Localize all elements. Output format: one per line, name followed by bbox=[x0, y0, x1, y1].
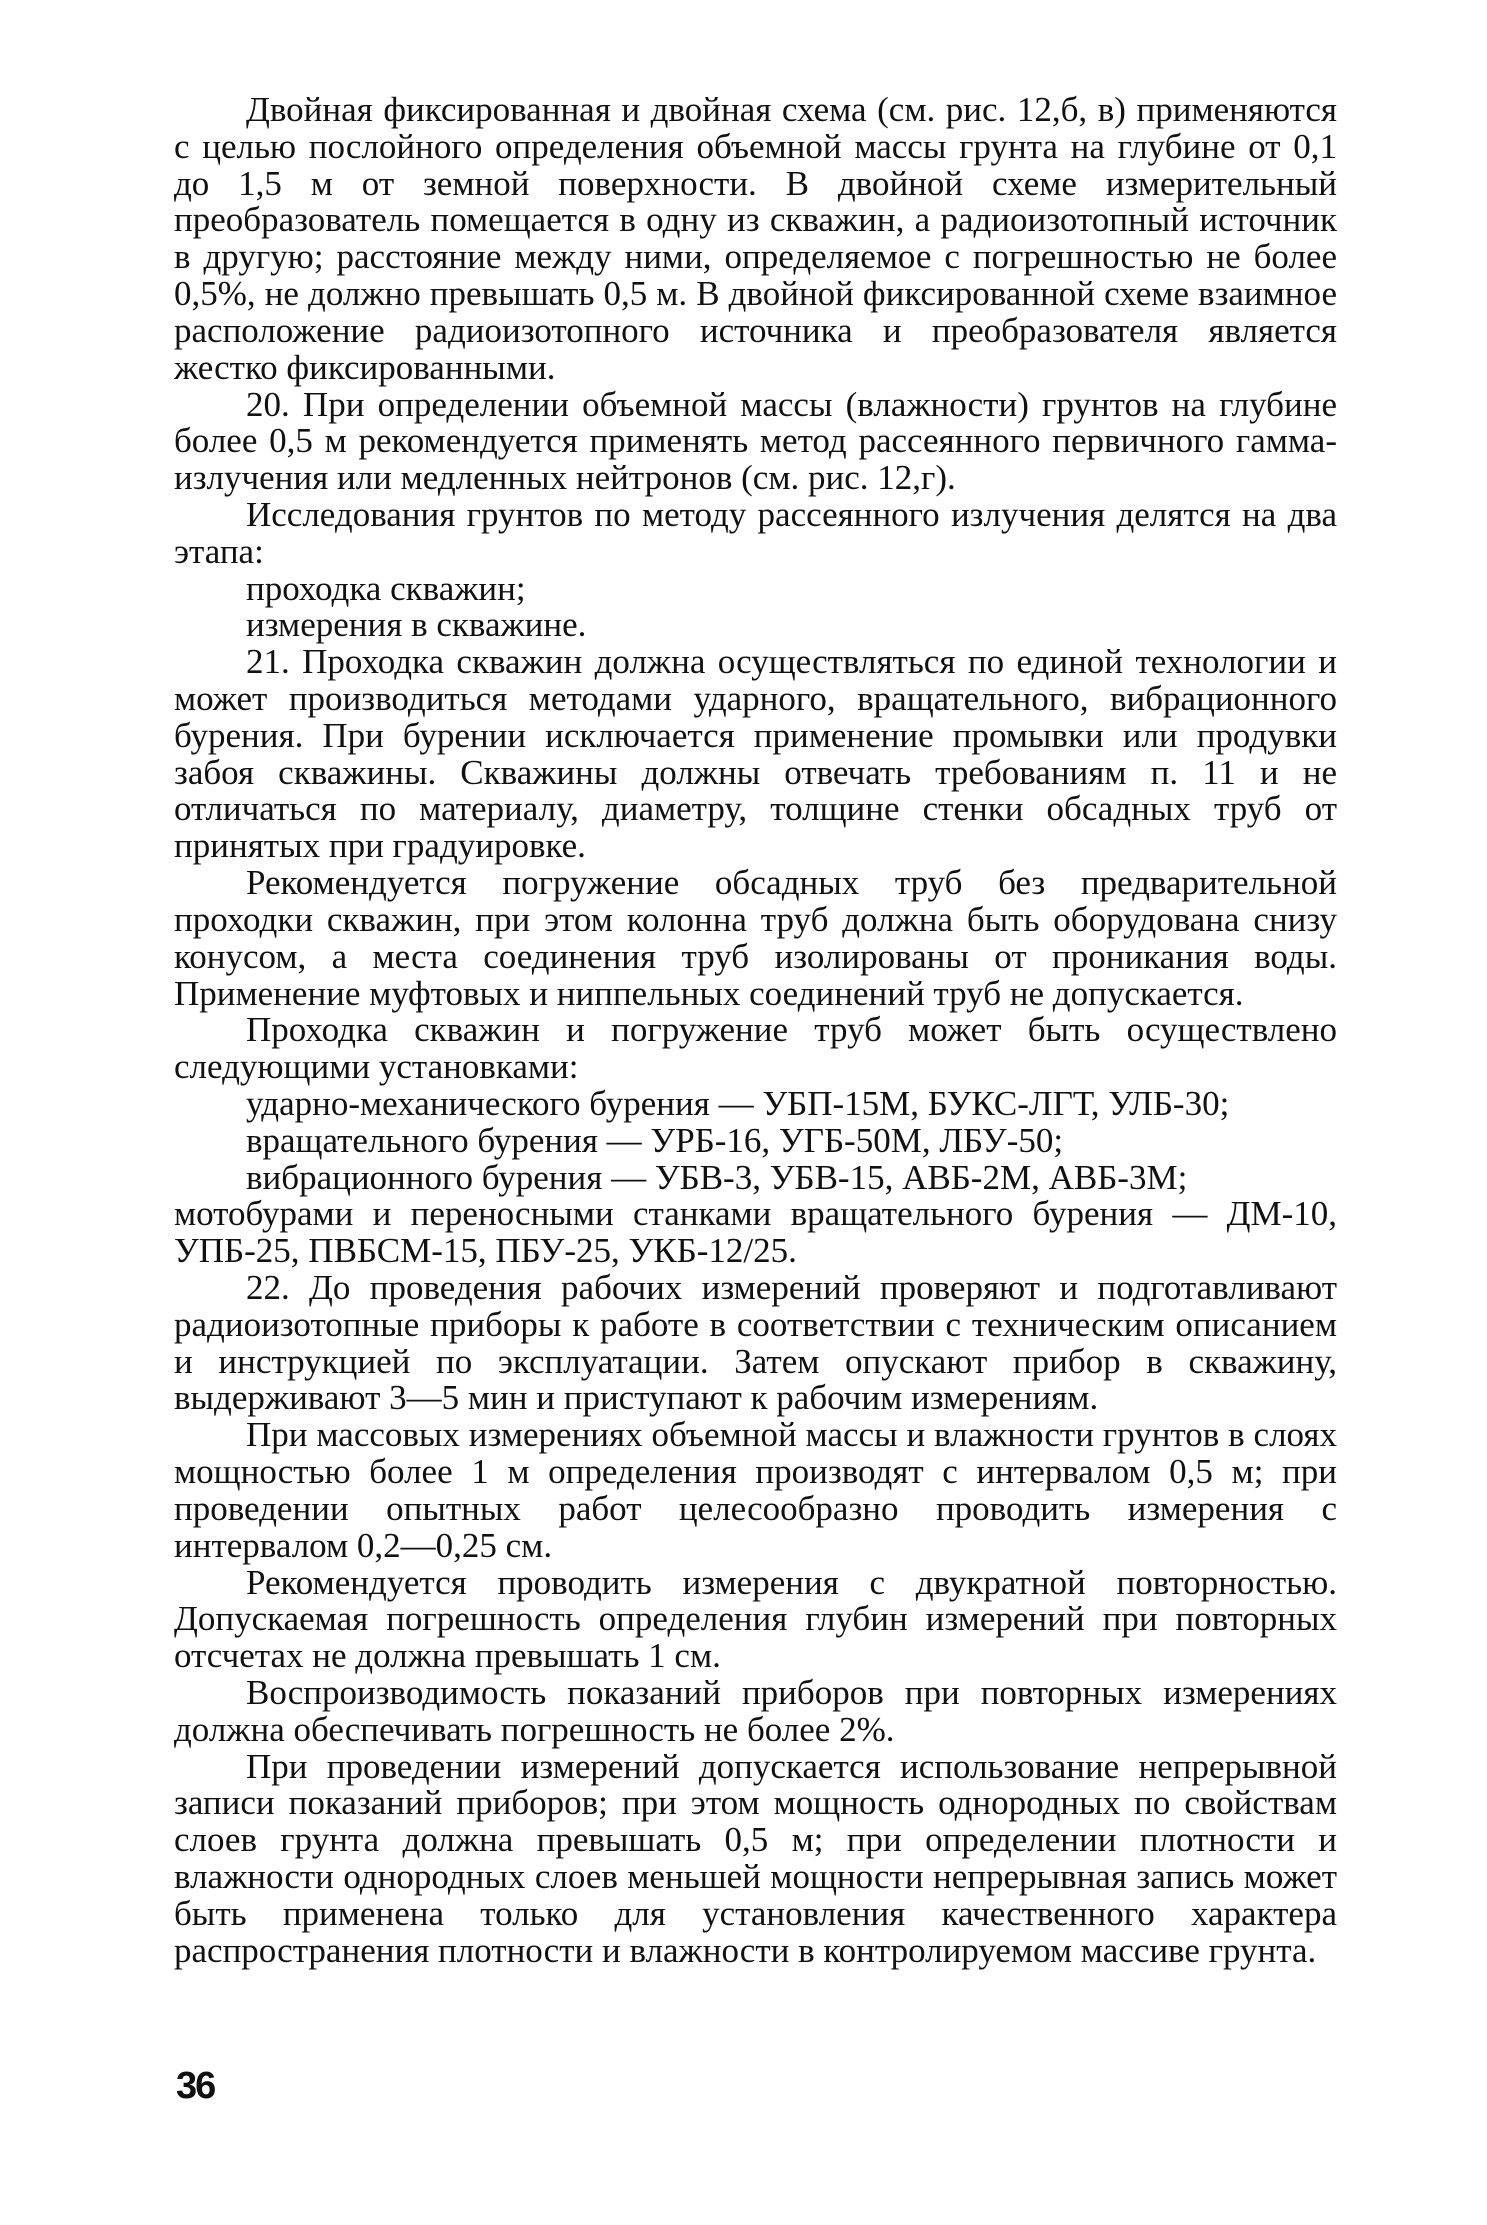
list-item-stage-measuring: измерения в скважине. bbox=[246, 605, 587, 645]
list-item-vibration-drilling: вибрационного бурения — УБВ-3, УБВ-15, АВБ-2М, АВБ-3М; bbox=[246, 1157, 1188, 1197]
paragraph-reproducibility: Воспроизводимость показаний приборов при повторных измерениях должна обеспечивать погрешность не более 2%. bbox=[174, 1672, 1337, 1749]
paragraph-section-21: 21. Проходка скважин должна осуществляться по единой технологии и может производиться методами ударного, вращательного, вибрационного бурения. При бурении исключается применение промывки или продувки забоя скважины. Скважины должны отвечать требованиям п. 11 и не отличаться по материалу, диаметру, толщине стенки обсадных труб от принятых при градуировке. bbox=[174, 642, 1337, 866]
paragraph-casing-pipes: Рекомендуется погружение обсадных труб без предварительной проходки скважин, при этом колонна труб должна быть оборудована снизу конусом, а места соединения труб изолированы от проникания воды. Применение муфтовых и ниппельных соединений труб не допускается. bbox=[174, 863, 1337, 1013]
list-item-rotary-drilling: вращательного бурения — УРБ-16, УГБ-50М, ЛБУ-50; bbox=[246, 1120, 1064, 1160]
paragraph-continuous-recording: При проведении измерений допускается использование непрерывной записи показаний приборов; при этом мощность однородных по свойствам слоев грунта должна превышать 0,5 м; при определении плотности и влажности однородных слоев меньшей мощности непрерывная запись может быть применена только для установления качественного характера распространения плотности и влажности в контролируемом массиве грунта. bbox=[174, 1746, 1337, 1970]
list-item-stage-drilling: проходка скважин; bbox=[246, 568, 526, 608]
paragraph-section-22: 22. До проведения рабочих измерений проверяют и подготавливают радиоизотопные приборы к работе в соответствии с техническим описанием и инструкцией по эксплуатации. Затем опускают прибор в скважину, выдерживают 3—5 мин и приступают к рабочим измерениям. bbox=[174, 1268, 1337, 1418]
paragraph-section-20: 20. При определении объемной массы (влажности) грунтов на глубине более 0,5 м рекомендуется применять метод рассеянного первичного гамма-излучения или медленных нейтронов (см. рис. 12,г). bbox=[174, 384, 1337, 498]
paragraph-mass-measurements: При массовых измерениях объемной массы и влажности грунтов в слоях мощностью более 1 м определения производят с интервалом 0,5 м; при проведении опытных работ целесообразно проводить измерения с интервалом 0,2—0,25 см. bbox=[174, 1415, 1337, 1565]
list-item-percussion-drilling: ударно-механического бурения — УБП-15М, БУКС-ЛГТ, УЛБ-30; bbox=[246, 1083, 1230, 1123]
list-item-motor-drills: мотобурами и переносными станками вращательного бурения — ДМ-10, УПБ-25, ПВБСМ-15, ПБУ-25, УКБ-12/25. bbox=[174, 1194, 1337, 1271]
paragraph-research-stages: Исследования грунтов по методу рассеянного излучения делятся на два этапа: bbox=[174, 494, 1337, 571]
paragraph-drilling-rigs: Проходка скважин и погружение труб может быть осуществлено следующими установками: bbox=[174, 1010, 1337, 1087]
paragraph-double-scheme: Двойная фиксированная и двойная схема (см. рис. 12,б, в) применяются с целью послойного определения объемной массы грунта на глубине от 0,1 до 1,5 м от земной поверхности. В двойной схеме измерительный преобразователь помещается в одну из скважин, а радиоизотопный источник в другую; расстояние между ними, определяемое с погрешностью не более 0,5%, не должно превышать 0,5 м. В двойной фиксированной схеме взаимное расположение радиоизотопного источника и преобразователя является жестко фиксированными. bbox=[174, 90, 1337, 387]
page-number: 36 bbox=[176, 2065, 215, 2107]
paragraph-repeat-measurements: Рекомендуется проводить измерения с двукратной повторностью. Допускаемая погрешность определения глубин измерений при повторных отсчетах не должна превышать 1 см. bbox=[174, 1562, 1337, 1676]
page-body bbox=[174, 92, 1337, 1969]
